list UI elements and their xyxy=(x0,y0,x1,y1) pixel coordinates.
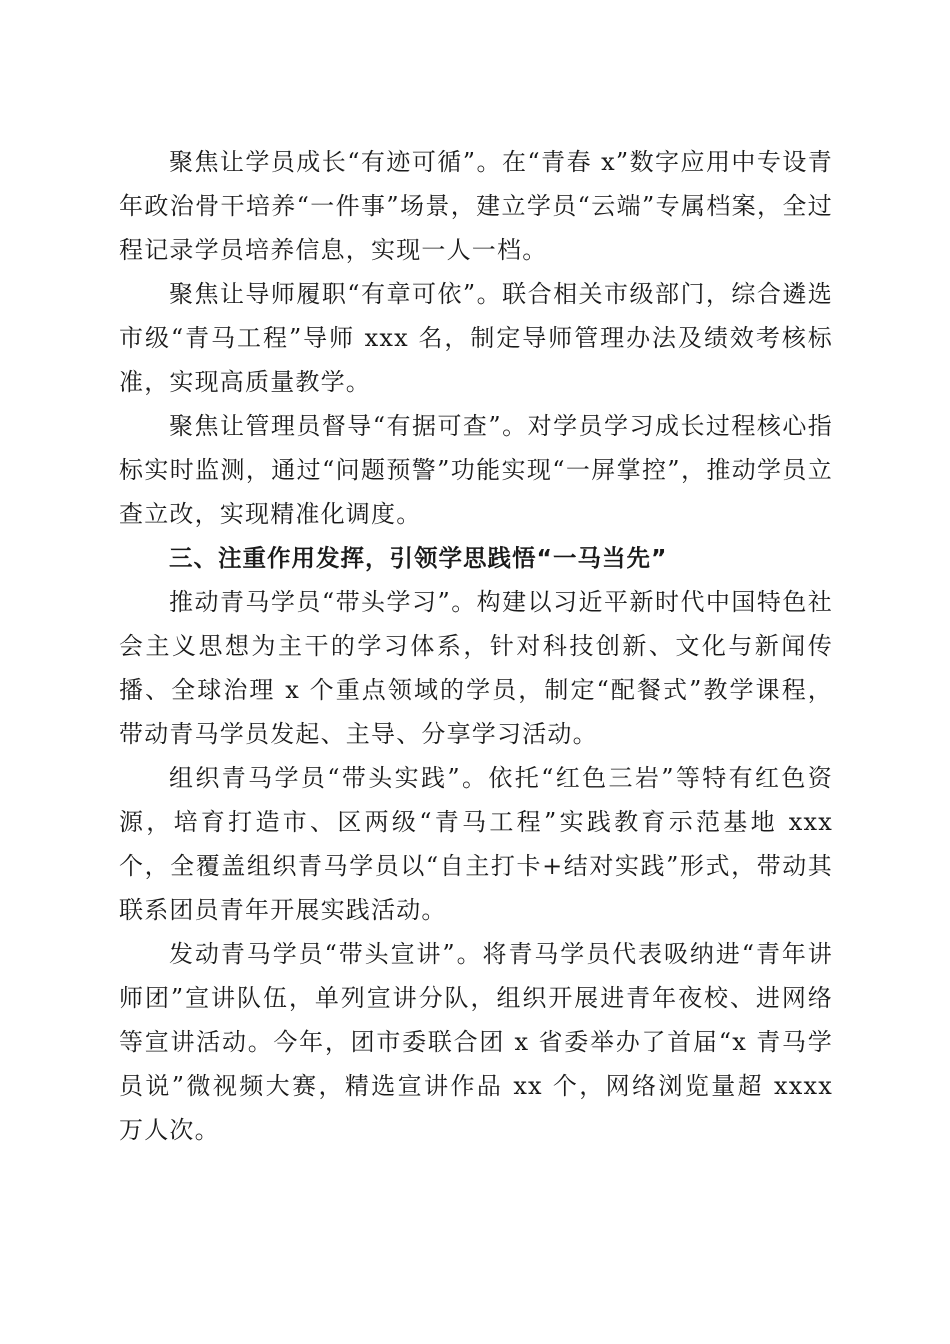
paragraph-admin-supervision: 聚焦让管理员督导“有据可查”。对学员学习成长过程核心指标实时监测，通过“问题预警”功能实现“一屏掌控”，推动学员立查立改，实现精准化调度。 xyxy=(119,412,833,528)
document-body xyxy=(119,140,833,1152)
paragraph-lead-learning: 推动青马学员“带头学习”。构建以习近平新时代中国特色社会主义思想为主干的学习体系，针对科技创新、文化与新闻传播、全球治理 x 个重点领域的学员，制定“配餐式”教学课程，带动青马学员发起、主导、分享学习活动。 xyxy=(119,588,833,748)
paragraph-mentor-duties: 聚焦让导师履职“有章可依”。联合相关市级部门，综合遴选市级“青马工程”导师 xxx 名，制定导师管理办法及绩效考核标准，实现高质量教学。 xyxy=(119,280,833,396)
paragraph-student-growth: 聚焦让学员成长“有迹可循”。在“青春 x”数字应用中专设青年政治骨干培养“一件事”场景，建立学员“云端”专属档案，全过程记录学员培养信息，实现一人一档。 xyxy=(119,148,833,264)
paragraph-lead-lecturing: 发动青马学员“带头宣讲”。将青马学员代表吸纳进“青年讲师团”宣讲队伍，单列宣讲分队，组织开展进青年夜校、进网络等宣讲活动。今年，团市委联合团 x 省委举办了首届“x 青马学员说”微视频大赛，精选宣讲作品 xx 个，网络浏览量超 xxxx 万人次。 xyxy=(119,940,833,1144)
paragraph-lead-practice: 组织青马学员“带头实践”。依托“红色三岩”等特有红色资源，培育打造市、区两级“青马工程”实践教育示范基地 xxx 个，全覆盖组织青马学员以“自主打卡+结对实践”形式，带动其联系团员青年开展实践活动。 xyxy=(119,764,833,924)
section-heading-three: 三、注重作用发挥，引领学思践悟“一马当先” xyxy=(169,544,668,572)
